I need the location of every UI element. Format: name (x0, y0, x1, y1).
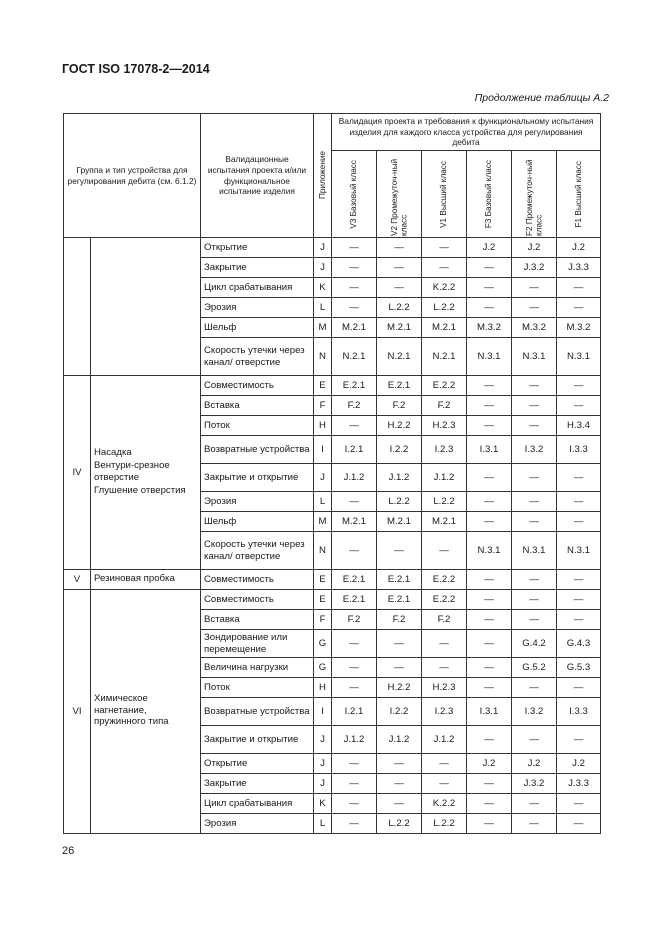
class-requirement: M.2.1 (377, 512, 422, 532)
class-requirement: — (377, 754, 422, 774)
test-name: Закрытие и открытие (201, 464, 314, 492)
class-requirement: L.2.2 (377, 814, 422, 834)
group-name (91, 590, 201, 834)
header-class-f2: F2 Промежуточ-ный класс (524, 159, 543, 236)
appendix-ref: G (314, 658, 332, 678)
class-requirement: — (512, 590, 557, 610)
class-requirement: — (512, 278, 557, 298)
class-requirement: — (467, 658, 512, 678)
appendix-ref: E (314, 376, 332, 396)
appendix-ref: I (314, 698, 332, 726)
class-requirement: I.2.1 (332, 436, 377, 464)
class-requirement: J.2 (557, 238, 601, 258)
class-requirement: M.2.1 (422, 512, 467, 532)
class-requirement: E.2.1 (332, 570, 377, 590)
table-header (64, 114, 601, 238)
test-name: Величина нагрузки (201, 658, 314, 678)
class-requirement: I.3.3 (557, 436, 601, 464)
class-requirement: E.2.1 (332, 590, 377, 610)
class-requirement: G.5.2 (512, 658, 557, 678)
class-requirement: — (422, 532, 467, 570)
class-requirement: I.2.2 (377, 698, 422, 726)
test-name: Закрытие (201, 258, 314, 278)
header-requirements: Валидация проекта и требования к функциональному испытания изделия для каждого класса устройства для регулирования дебита (332, 114, 601, 151)
class-requirement: J.3.2 (512, 774, 557, 794)
class-requirement: G.4.3 (557, 630, 601, 658)
class-requirement: G.4.2 (512, 630, 557, 658)
header-class-cell (332, 151, 377, 238)
class-requirement: L.2.2 (422, 492, 467, 512)
appendix-ref: H (314, 416, 332, 436)
class-requirement: J.3.3 (557, 258, 601, 278)
group-name-line: Резиновая пробка (94, 572, 175, 584)
appendix-ref: L (314, 814, 332, 834)
class-requirement: — (422, 238, 467, 258)
header-class-cell (377, 151, 422, 238)
class-requirement: — (467, 416, 512, 436)
class-requirement: — (557, 590, 601, 610)
header-appendix-cell (314, 114, 332, 238)
header-class-v1: V1 Высший класс (439, 160, 449, 228)
class-requirement: — (377, 658, 422, 678)
test-name: Открытие (201, 238, 314, 258)
class-requirement: — (422, 258, 467, 278)
class-requirement: M.3.2 (467, 318, 512, 338)
header-tests: Валидационные испытания проекта и/или функциональное испытание изделия (201, 114, 314, 238)
class-requirement: I.3.1 (467, 698, 512, 726)
appendix-ref: L (314, 298, 332, 318)
class-requirement: — (332, 416, 377, 436)
class-requirement: — (467, 396, 512, 416)
group-name (91, 376, 201, 570)
class-requirement: — (332, 814, 377, 834)
class-requirement: — (467, 814, 512, 834)
test-name: Скорость утечки через канал/ отверстие (201, 532, 314, 570)
class-requirement: — (377, 258, 422, 278)
appendix-ref: G (314, 630, 332, 658)
class-requirement: — (467, 610, 512, 630)
class-requirement: H.2.3 (422, 416, 467, 436)
class-requirement: — (377, 532, 422, 570)
class-requirement: — (332, 658, 377, 678)
table-continuation-label: Продолжение таблицы А.2 (474, 92, 609, 104)
class-requirement: E.2.2 (422, 570, 467, 590)
class-requirement: — (512, 512, 557, 532)
class-requirement: — (557, 396, 601, 416)
table-row (64, 238, 601, 258)
class-requirement: J.1.2 (377, 464, 422, 492)
class-requirement: — (557, 726, 601, 754)
class-requirement: J.2 (512, 754, 557, 774)
class-requirement: I.3.1 (467, 436, 512, 464)
page-number: 26 (62, 845, 75, 857)
class-requirement: — (467, 512, 512, 532)
class-requirement: J.3.3 (557, 774, 601, 794)
test-name: Совместимость (201, 570, 314, 590)
group-number (64, 238, 91, 376)
class-requirement: — (512, 464, 557, 492)
class-requirement: M.2.1 (332, 512, 377, 532)
class-requirement: N.2.1 (332, 338, 377, 376)
class-requirement: K.2.2 (422, 794, 467, 814)
class-requirement: — (377, 774, 422, 794)
class-requirement: — (512, 376, 557, 396)
class-requirement: — (332, 754, 377, 774)
test-name: Вставка (201, 396, 314, 416)
class-requirement: J.1.2 (377, 726, 422, 754)
class-requirement: — (557, 678, 601, 698)
class-requirement: N.3.1 (512, 532, 557, 570)
class-requirement: M.2.1 (377, 318, 422, 338)
class-requirement: L.2.2 (422, 298, 467, 318)
document-title: ГОСТ ISO 17078-2—2014 (62, 62, 210, 76)
group-name-line: Насадка (94, 446, 132, 458)
class-requirement: — (512, 726, 557, 754)
class-requirement: — (467, 258, 512, 278)
class-requirement: — (512, 814, 557, 834)
class-requirement: — (557, 610, 601, 630)
class-requirement: E.2.2 (422, 590, 467, 610)
class-requirement: — (332, 238, 377, 258)
appendix-ref: H (314, 678, 332, 698)
class-requirement: J.2 (467, 754, 512, 774)
class-requirement: I.3.2 (512, 698, 557, 726)
header-class-f3: F3 Базовый класс (484, 159, 494, 229)
appendix-ref: I (314, 436, 332, 464)
class-requirement: M.3.2 (512, 318, 557, 338)
class-requirement: I.2.2 (377, 436, 422, 464)
test-name: Совместимость (201, 376, 314, 396)
class-requirement: — (512, 298, 557, 318)
group-name (91, 238, 201, 376)
appendix-ref: J (314, 258, 332, 278)
class-requirement: J.2 (467, 238, 512, 258)
header-class-cell (512, 151, 557, 238)
class-requirement: — (422, 774, 467, 794)
class-requirement: — (332, 298, 377, 318)
appendix-ref: J (314, 726, 332, 754)
class-requirement: H.2.2 (377, 416, 422, 436)
test-name: Зондирование или перемещение (201, 630, 314, 658)
appendix-ref: F (314, 610, 332, 630)
class-requirement: — (512, 416, 557, 436)
class-requirement: — (557, 376, 601, 396)
test-name: Закрытие и открытие (201, 726, 314, 754)
class-requirement: — (557, 492, 601, 512)
table-row (64, 570, 601, 590)
class-requirement: — (557, 512, 601, 532)
class-requirement: I.2.3 (422, 436, 467, 464)
test-name: Открытие (201, 754, 314, 774)
class-requirement: E.2.1 (377, 570, 422, 590)
class-requirement: H.3.4 (557, 416, 601, 436)
class-requirement: — (332, 532, 377, 570)
class-requirement: — (332, 492, 377, 512)
class-requirement: J.2 (512, 238, 557, 258)
class-requirement: — (467, 376, 512, 396)
test-name: Закрытие (201, 774, 314, 794)
class-requirement: — (422, 630, 467, 658)
class-requirement: — (332, 258, 377, 278)
class-requirement: H.2.3 (422, 678, 467, 698)
class-requirement: F.2 (422, 610, 467, 630)
test-name: Скорость утечки через канал/ отверстие (201, 338, 314, 376)
class-requirement: — (467, 630, 512, 658)
class-requirement: E.2.1 (332, 376, 377, 396)
class-requirement: — (467, 726, 512, 754)
class-requirement: N.3.1 (512, 338, 557, 376)
class-requirement: — (512, 492, 557, 512)
header-appendix: Приложение (317, 151, 327, 200)
class-requirement: — (557, 794, 601, 814)
class-requirement: I.3.2 (512, 436, 557, 464)
class-requirement: — (512, 610, 557, 630)
appendix-ref: K (314, 794, 332, 814)
class-requirement: — (332, 630, 377, 658)
class-requirement: F.2 (332, 610, 377, 630)
class-requirement: N.3.1 (467, 532, 512, 570)
header-class-v3: V3 Базовый класс (349, 159, 359, 229)
class-requirement: — (467, 590, 512, 610)
class-requirement: L.2.2 (377, 492, 422, 512)
class-requirement: J.1.2 (332, 464, 377, 492)
class-requirement: — (467, 278, 512, 298)
table-body (64, 238, 601, 834)
class-requirement: G.5.3 (557, 658, 601, 678)
class-requirement: M.2.1 (422, 318, 467, 338)
class-requirement: F.2 (377, 396, 422, 416)
class-requirement: — (467, 298, 512, 318)
class-requirement: — (377, 630, 422, 658)
test-name: Эрозия (201, 814, 314, 834)
appendix-ref: J (314, 774, 332, 794)
test-name: Шельф (201, 318, 314, 338)
class-requirement: — (332, 678, 377, 698)
header-group: Группа и тип устройства для регулирования дебита (см. 6.1.2) (64, 114, 201, 238)
class-requirement: — (512, 678, 557, 698)
test-name: Вставка (201, 610, 314, 630)
test-name: Поток (201, 678, 314, 698)
class-requirement: — (467, 570, 512, 590)
group-number: V (64, 570, 91, 590)
class-requirement: N.2.1 (422, 338, 467, 376)
appendix-ref: M (314, 512, 332, 532)
class-requirement: N.3.1 (557, 338, 601, 376)
class-requirement: — (512, 794, 557, 814)
class-requirement: K.2.2 (422, 278, 467, 298)
appendix-ref: E (314, 590, 332, 610)
class-requirement: M.2.1 (332, 318, 377, 338)
class-requirement: E.2.2 (422, 376, 467, 396)
class-requirement: — (467, 774, 512, 794)
appendix-ref: M (314, 318, 332, 338)
class-requirement: I.3.3 (557, 698, 601, 726)
class-requirement: — (557, 298, 601, 318)
class-requirement: J.3.2 (512, 258, 557, 278)
test-name: Эрозия (201, 492, 314, 512)
class-requirement: — (422, 754, 467, 774)
class-requirement: M.3.2 (557, 318, 601, 338)
class-requirement: F.2 (377, 610, 422, 630)
group-number: IV (64, 376, 91, 570)
class-requirement: J.1.2 (422, 464, 467, 492)
appendix-ref: J (314, 238, 332, 258)
header-class-cell (422, 151, 467, 238)
test-name: Возвратные устройства (201, 698, 314, 726)
class-requirement: I.2.3 (422, 698, 467, 726)
group-name-line: Вентури-срезное отверстие (94, 460, 170, 483)
class-requirement: F.2 (332, 396, 377, 416)
class-requirement: — (557, 278, 601, 298)
class-requirement: — (377, 278, 422, 298)
class-requirement: — (467, 794, 512, 814)
test-name: Возвратные устройства (201, 436, 314, 464)
class-requirement: N.3.1 (467, 338, 512, 376)
appendix-ref: K (314, 278, 332, 298)
group-name-line: Глушение отверстия (94, 485, 186, 496)
validation-table (63, 113, 601, 834)
class-requirement: — (557, 570, 601, 590)
class-requirement: E.2.1 (377, 590, 422, 610)
header-class-v2: V2 Промежуточ-ный класс (389, 158, 408, 236)
group-name-line: Химическое нагнетание, пружинного типа (94, 693, 169, 728)
class-requirement: — (512, 396, 557, 416)
class-requirement: I.2.1 (332, 698, 377, 726)
class-requirement: — (467, 464, 512, 492)
appendix-ref: N (314, 338, 332, 376)
class-requirement: — (377, 794, 422, 814)
header-class-cell (557, 151, 601, 238)
class-requirement: L.2.2 (377, 298, 422, 318)
class-requirement: N.3.1 (557, 532, 601, 570)
header-class-cell (467, 151, 512, 238)
table-row (64, 376, 601, 396)
test-name: Совместимость (201, 590, 314, 610)
appendix-ref: J (314, 464, 332, 492)
class-requirement: — (332, 794, 377, 814)
test-name: Шельф (201, 512, 314, 532)
class-requirement: — (467, 678, 512, 698)
class-requirement: — (467, 492, 512, 512)
class-requirement: E.2.1 (377, 376, 422, 396)
test-name: Эрозия (201, 298, 314, 318)
test-name: Цикл срабатывания (201, 794, 314, 814)
class-requirement: J.1.2 (422, 726, 467, 754)
test-name: Цикл срабатывания (201, 278, 314, 298)
group-number: VI (64, 590, 91, 834)
appendix-ref: J (314, 754, 332, 774)
class-requirement: J.2 (557, 754, 601, 774)
class-requirement: — (422, 658, 467, 678)
class-requirement: N.2.1 (377, 338, 422, 376)
table-row (64, 590, 601, 610)
class-requirement: J.1.2 (332, 726, 377, 754)
class-requirement: F.2 (422, 396, 467, 416)
appendix-ref: F (314, 396, 332, 416)
class-requirement: — (377, 238, 422, 258)
appendix-ref: N (314, 532, 332, 570)
header-class-f1: F1 Высший класс (573, 160, 583, 228)
appendix-ref: L (314, 492, 332, 512)
group-name (91, 570, 201, 590)
class-requirement: — (332, 774, 377, 794)
class-requirement: H.2.2 (377, 678, 422, 698)
class-requirement: — (512, 570, 557, 590)
appendix-ref: E (314, 570, 332, 590)
class-requirement: — (557, 464, 601, 492)
class-requirement: — (332, 278, 377, 298)
class-requirement: L.2.2 (422, 814, 467, 834)
test-name: Поток (201, 416, 314, 436)
class-requirement: — (557, 814, 601, 834)
